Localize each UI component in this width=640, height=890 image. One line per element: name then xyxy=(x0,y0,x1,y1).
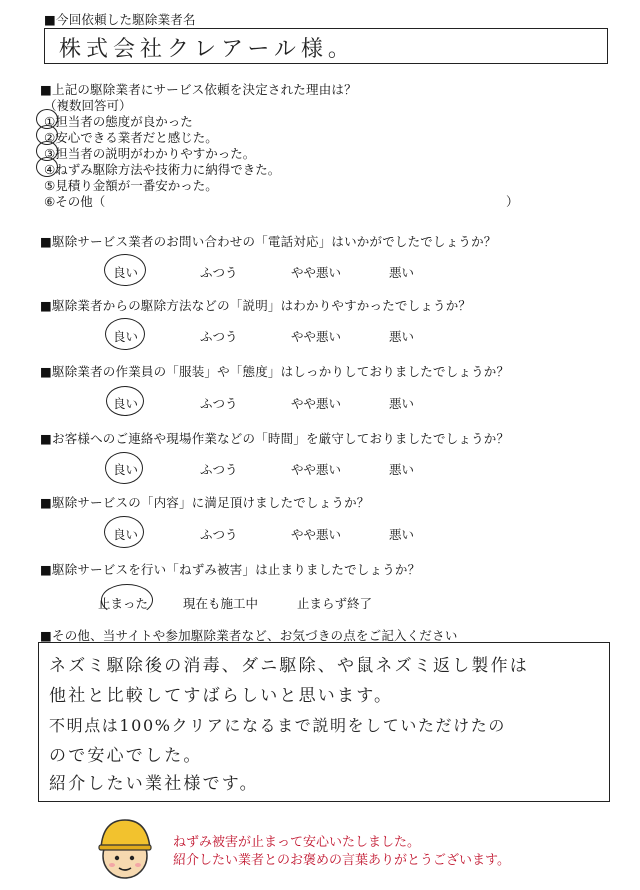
q1-option-normal[interactable]: ふつう xyxy=(200,265,238,280)
q3-option-somewhat-bad[interactable]: やや悪い xyxy=(291,396,342,411)
vendor-heading: ■今回依頼した駆除業者名 xyxy=(44,12,196,27)
comments-box[interactable] xyxy=(38,642,610,802)
comment-line: ネズミ駆除後の消毒、ダニ駆除、や鼠ネズミ返し製作は xyxy=(49,656,529,676)
q4-option-good[interactable]: 良い xyxy=(113,462,139,477)
q4-option-somewhat-bad[interactable]: やや悪い xyxy=(291,462,342,477)
reason-label: その他（ xyxy=(55,194,106,209)
reason-number: ④ xyxy=(44,162,56,177)
comment-line: ので安心でした。 xyxy=(49,746,203,766)
selection-circle xyxy=(104,254,146,286)
reason-item-6[interactable] xyxy=(44,192,105,210)
reason-number: ⑤ xyxy=(44,178,56,193)
question-3: ■駆除業者の作業員の「服装」や「態度」はしっかりしておりましたでしょうか？ xyxy=(40,364,510,379)
selection-circle xyxy=(105,318,145,350)
comment-line: 紹介したい業社様です。 xyxy=(49,774,259,794)
footer-message-1: ねずみ被害が止まって安心いたしました。 xyxy=(173,835,421,850)
q5-option-somewhat-bad[interactable]: やや悪い xyxy=(291,527,342,542)
reason-number: ② xyxy=(44,130,56,145)
q3-option-bad[interactable]: 悪い xyxy=(389,396,415,411)
q1-option-bad[interactable]: 悪い xyxy=(389,265,415,280)
vendor-name-box xyxy=(44,28,608,64)
comment-line: 他社と比較してすばらしいと思います。 xyxy=(49,686,394,706)
question-4: ■お客様へのご連絡や現場作業などの「時間」を厳守しておりましたでしょうか？ xyxy=(40,431,510,446)
q2-option-bad[interactable]: 悪い xyxy=(389,329,415,344)
q3-option-normal[interactable]: ふつう xyxy=(200,396,238,411)
q5-option-bad[interactable]: 悪い xyxy=(389,527,415,542)
reason-number: ① xyxy=(44,114,56,129)
q5-option-normal[interactable]: ふつう xyxy=(200,527,238,542)
comments-heading: ■その他、当サイトや参加駆除業者など、お気づきの点をご記入ください xyxy=(40,628,458,643)
reasons-note: （複数回答可） xyxy=(44,98,132,113)
selection-circle xyxy=(36,157,58,177)
reason-label: 見積り金額が一番安かった。 xyxy=(55,178,218,193)
reason-other-close: ） xyxy=(506,194,519,209)
q2-option-normal[interactable]: ふつう xyxy=(200,329,238,344)
question-5: ■駆除サービスの「内容」に満足頂けましたでしょうか？ xyxy=(40,495,370,510)
reason-number: ③ xyxy=(44,146,56,161)
q4-option-normal[interactable]: ふつう xyxy=(200,462,238,477)
reason-number: ⑥ xyxy=(44,194,56,209)
mascot-avatar xyxy=(94,814,156,880)
question-6: ■駆除サービスを行い「ねずみ被害」は止まりましたでしょうか？ xyxy=(40,562,421,577)
comment-line: 不明点は100%クリアになるまで説明をしていただけたの xyxy=(49,716,506,735)
selection-circle xyxy=(101,584,153,616)
selection-circle xyxy=(104,516,144,548)
q2-option-somewhat-bad[interactable]: やや悪い xyxy=(291,329,342,344)
q2-option-good[interactable]: 良い xyxy=(113,329,139,344)
vendor-name: 株式会社クレアール様。 xyxy=(59,37,355,62)
selection-circle xyxy=(106,386,144,416)
reason-label: 担当者の説明がわかりやすかった。 xyxy=(55,146,256,161)
question-1: ■駆除サービス業者のお問い合わせの「電話対応」はいかがでしたでしょうか？ xyxy=(40,234,497,249)
q5-option-good[interactable]: 良い xyxy=(113,527,139,542)
selection-circle xyxy=(105,452,143,484)
question-2: ■駆除業者からの駆除方法などの「説明」はわかりやすかったでしょうか？ xyxy=(40,298,472,313)
mascot-face-icon xyxy=(94,814,156,880)
q1-option-good[interactable]: 良い xyxy=(113,265,139,280)
q6-option-stopped[interactable]: 止まった xyxy=(98,596,149,611)
reasons-heading: ■上記の駆除業者にサービス依頼を決定された理由は？ xyxy=(40,82,357,97)
reason-label: ねずみ駆除方法や技術力に納得できた。 xyxy=(55,162,281,177)
q6-option-not-stopped[interactable]: 止まらず終了 xyxy=(297,596,373,611)
reason-label: 担当者の態度が良かった xyxy=(55,114,193,129)
reason-label: 安心できる業者だと感じた。 xyxy=(55,130,218,145)
footer-message-2: 紹介したい業者とのお褒めの言葉ありがとうございます。 xyxy=(173,853,510,868)
q6-option-in-progress[interactable]: 現在も施工中 xyxy=(183,596,259,611)
q1-option-somewhat-bad[interactable]: やや悪い xyxy=(291,265,342,280)
q3-option-good[interactable]: 良い xyxy=(113,396,139,411)
q4-option-bad[interactable]: 悪い xyxy=(389,462,415,477)
